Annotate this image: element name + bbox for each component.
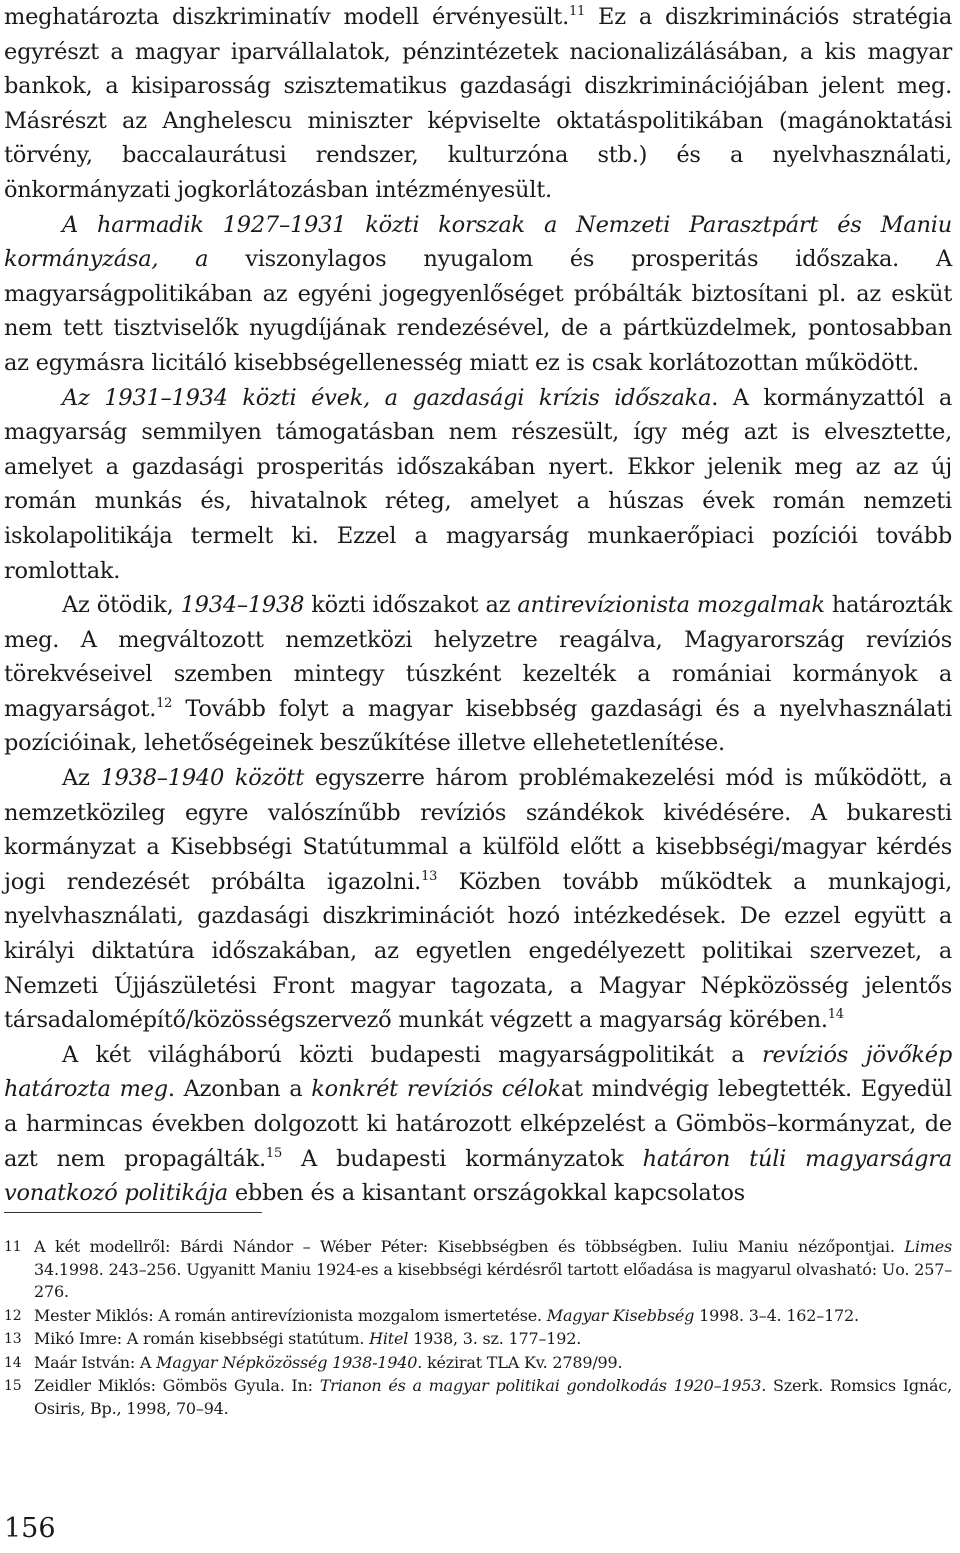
footnotes [4,1236,952,1421]
footnote-ref: 14 [827,1007,844,1023]
footnote [4,1375,952,1420]
italic-text: 1938–1940 között [100,765,305,792]
italic-text: revíziós jövőkép határozta meg [4,1041,953,1103]
text-segment: ebben és a kisantant országokkal kapcsolatos [227,1180,745,1207]
text-segment: Maár István: A [34,1352,157,1372]
text-segment: közti időszakot az [304,592,518,619]
italic-text: 1934–1938 [180,592,305,619]
paragraph [4,381,952,589]
footnote [4,1328,952,1351]
text-segment: A két modellről: Bárdi Nándor – Wéber Péter: Kisebbségben és többségben. Iuliu Maniu nézőpontjai. [34,1237,905,1256]
italic-text: Magyar Kisebbség [546,1305,695,1325]
italic-text: Trianon és a magyar politikai gondolkodás 1920–1953. [319,1376,767,1395]
footnote-ref: 13 [421,868,438,884]
footnote-number: 15 [4,1378,22,1394]
footnote [4,1352,952,1375]
italic-text: határon túli magyarságra vonatkozó politikája [4,1145,952,1207]
italic-text: Limes [904,1237,952,1256]
text-segment: Ez a diszkriminációs stratégia egyrészt a magyar iparvállalatok, pénzintézetek nacionalizálásában, a kis magyar bankok, a kisiparosság szisztematikus gazdasági diszkriminációjában jelent meg. Másrészt az Anghelescu miniszter képviselte oktatáspolitikában (magánoktatási törvény, baccalaurátusi rendszer, kulturzóna stb.) és a nyelvhasználati, önkormányzati jogkorlátozásban intézményesült. [4,4,953,203]
text-segment: kézirat TLA Kv. 2789/99. [422,1352,623,1372]
text-segment: Közben tovább működtek a munkajogi, nyelvhasználati, gazdasági diszkriminációt hozó intézkedések. De ezzel együtt a királyi diktatúra időszakában, az egyetlen engedélyezett politikai szervezet, a Nemzeti Újjászületési Front magyar tagozata, a Magyar Népközösség jelentős társadalomépítő/közösségszervező munkát végzett a magyarság körében. [4,868,952,1034]
text-segment: 1938, 3. sz. 177–192. [408,1329,582,1348]
text-segment: . A kormányzattól a magyarság semmilyen támogatásban nem részesült, így még azt is elvesztette, amelyet a gazdasági prosperitás időszakában nyert. Ekkor jelenik meg az az új román munkás és, hivatalnok réteg, amelyet a húszas évek román nemzeti iskolapolitikája termelt ki. Ezzel a magyarság munkaerőpiaci pozíciói tovább romlottak. [4,384,952,584]
text-segment: meghatározta diszkriminatív modell érvényesült. [4,4,570,30]
footnote-ref: 12 [156,695,173,711]
text-segment: Az [62,765,101,792]
italic-text: Hitel [369,1329,409,1348]
footnote-ref: 11 [569,4,586,19]
text-segment: egyszerre három problémakezelési mód is működött, a nemzetközileg egyre valószínűbb revíziós szándékok kivédésére. A bukaresti kormányzat a Kisebbségi Statútummal a külföld előtt a kisebbségi/magyar kérdés jogi rendezését próbálta igazolni. [4,765,952,895]
paragraph [4,1038,952,1211]
footnote [4,1236,952,1304]
text-segment: at mindvégig lebegtették. Egyedül a harmincas években dolgozott ki határozott elképzelést a Gömbös–kormányzat, de azt nem propagálták. [4,1076,952,1172]
footnote-number: 13 [4,1331,22,1347]
text-segment: Szerk. Romsics Ignác, Osiris, Bp., 1998, 70–94. [34,1376,952,1418]
text-segment: 1998. 3–4. 162–172. [694,1305,859,1325]
body-text [4,0,952,1211]
footnote-number: 12 [4,1307,22,1324]
italic-text: A harmadik 1927–1931 közti korszak a Nemzeti Parasztpárt és Maniu kormányzása, a [4,211,952,273]
text-segment: Zeidler Miklós: Gömbös Gyula. In: [34,1376,320,1395]
text-segment: A két világháború közti budapesti magyarságpolitikát a [62,1041,762,1068]
italic-text: Az 1931–1934 közti évek, a gazdasági krízis időszaka [62,384,712,411]
text-segment: határozták meg. A megváltozott nemzetközi helyzetre reagálva, Magyarország revíziós törekvéseivel szemben mintegy túszként kezelték a romániai kormányok a magyarságot. [4,592,952,722]
footnote-divider [4,1212,262,1213]
paragraph [4,208,952,381]
text-segment: Az ötödik, [62,592,181,619]
footnote [4,1305,952,1328]
text-segment: Mikó Imre: A román kisebbségi statútum. [34,1329,370,1348]
paragraph [4,0,952,208]
text-segment: A budapesti kormányzatok [281,1145,643,1172]
italic-text: Magyar Népközösség 1938-1940. [156,1352,423,1372]
text-segment: Tovább folyt a magyar kisebbség gazdasági és a nyelvhasználati pozícióinak, lehetőségeinek beszűkítése illetve ellehetetlenítése. [4,695,952,757]
italic-text: antirevízionista mozgalmak [517,592,825,619]
italic-text: konkrét revíziós célok [311,1076,561,1103]
text-segment: viszonylagos nyugalom és prosperitás időszaka. A magyarságpolitikában az egyéni jogegyenlőséget próbálták biztosítani pl. az esküt nem tett tisztviselők nyugdíjának rendezésével, de a pártküzdelmek, pontosabban az egymásra licitáló kisebbségellenesség miatt ez is csak korlátozottan működött. [4,246,952,376]
paragraph [4,761,952,1038]
text-segment: 34.1998. 243–256. Ugyanitt Maniu 1924-es a kisebbségi kérdésről tartott előadása is magyarul olvasható: Uo. 257–276. [34,1259,952,1301]
text-segment: . Azonban a [167,1076,312,1103]
page-number: 156 [4,1513,56,1544]
text-segment: Mester Miklós: A román antirevízionista mozgalom ismertetése. [34,1305,547,1325]
footnote-number: 14 [4,1354,22,1371]
paragraph [4,588,952,761]
footnote-number: 11 [4,1239,22,1255]
footnote-ref: 15 [265,1145,282,1161]
